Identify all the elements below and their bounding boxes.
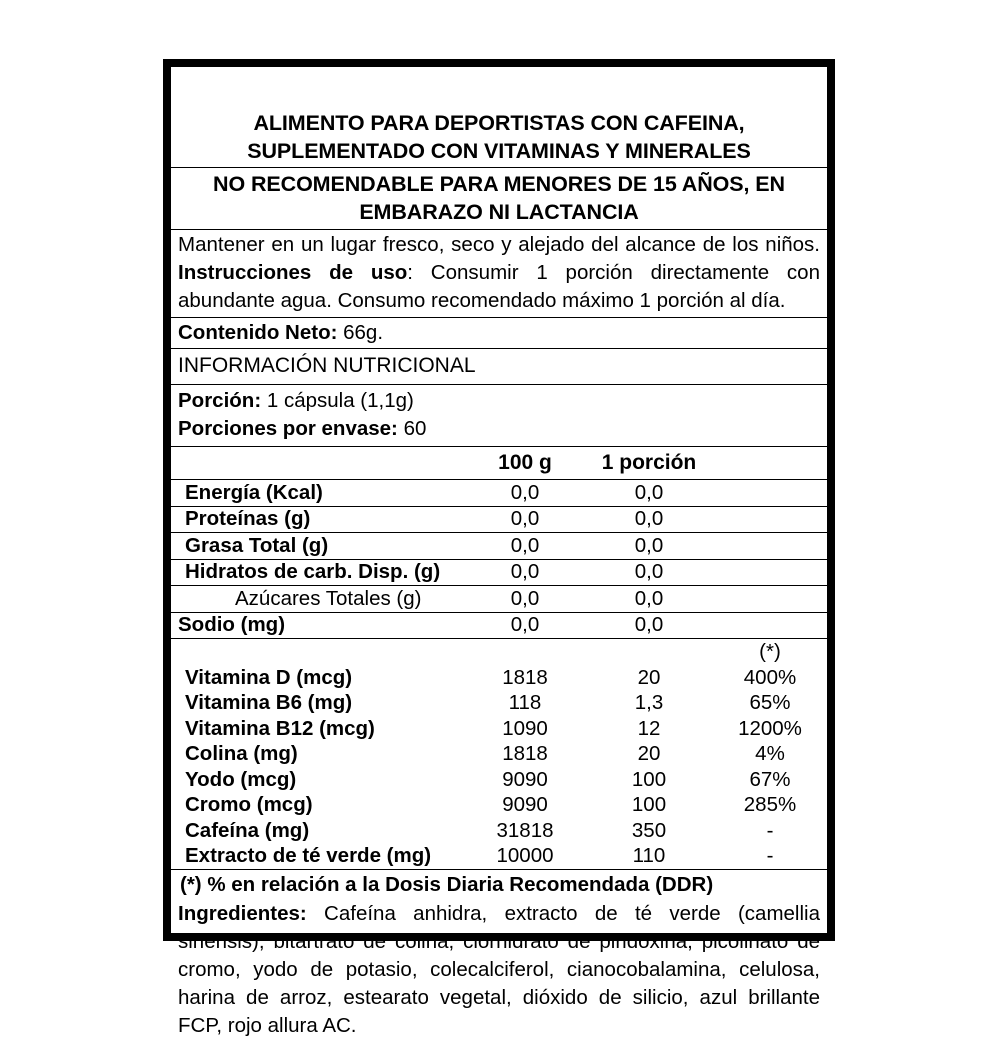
nutrient-per-portion: 0,0 (587, 533, 711, 560)
net-content-row (171, 317, 827, 348)
nutrition-label-body (170, 66, 828, 1037)
ddr-marker-row (171, 639, 829, 666)
nutrient-per-100g: 9090 (502, 767, 548, 791)
table-row (171, 767, 829, 793)
age-warning-line-1: NO RECOMENDABLE PARA MENORES DE 15 AÑOS, EN (213, 172, 785, 196)
table-row (171, 586, 829, 613)
storage-text-part-1: Mantener en un lugar fresco, seco y alejado del alcance de los niños. (178, 233, 820, 256)
nutrient-per-portion: 0,0 (587, 612, 711, 639)
nutrient-name: Extracto de té verde (mg) (185, 844, 432, 868)
ingredients-text (171, 900, 827, 1044)
nutrient-per-100g: 0,0 (463, 586, 587, 613)
nutrient-per-portion: 0,0 (587, 480, 711, 507)
nutrient-name: Energía (Kcal) (171, 480, 463, 507)
nutrient-ddr: 65% (749, 691, 791, 715)
table-row (171, 533, 829, 560)
table-row (171, 612, 829, 639)
table-row (171, 716, 829, 742)
table-row (171, 742, 829, 768)
table-row (171, 665, 829, 691)
nutrient-ddr: 285% (743, 793, 797, 817)
column-header-nutrient (171, 447, 463, 480)
nutrient-per-portion: 0,0 (587, 506, 711, 533)
nutrition-label-frame (163, 59, 835, 1037)
nutrient-per-100g: 0,0 (463, 612, 587, 639)
nutrient-per-100g: 1818 (502, 742, 548, 766)
nutrient-per-100g: 0,0 (463, 480, 587, 507)
table-row (171, 559, 829, 586)
nutrient-ddr (711, 559, 829, 586)
nutrient-name: Vitamina D (mcg) (185, 665, 353, 689)
nutrient-ddr: - (766, 844, 774, 868)
net-content-label: Contenido Neto: (178, 321, 338, 344)
nutrient-name: Yodo (mcg) (185, 767, 297, 791)
nutrient-per-portion: 20 (637, 665, 661, 689)
nutrient-ddr (711, 586, 829, 613)
nutrient-name: Cromo (mcg) (185, 793, 313, 817)
nutrient-per-100g: 1818 (502, 665, 548, 689)
nutrient-ddr: - (766, 818, 774, 842)
nutrient-per-portion: 110 (632, 844, 666, 868)
nutrient-per-100g: 31818 (496, 818, 554, 842)
servings-per-container-label: Porciones por envase: (178, 417, 398, 440)
nutrition-facts-table (171, 446, 829, 869)
ddr-marker-spacer-name (171, 639, 463, 666)
ingredients-list: Cafeína anhidra, extracto de té verde (camellia sinensis), bitartrato de colina, clorhidrato de piridoxina, picolinato de cromo, yodo de potasio, colecalciferol, cianocobalamina, celulosa, harina de arroz, estearato vegetal, dióxido de silicio, azul brillante FCP, rojo allura AC. (178, 902, 820, 1037)
net-content-value: 66g. (343, 321, 384, 344)
age-warning (171, 167, 827, 229)
product-title (171, 67, 827, 167)
ddr-marker: (*) (711, 639, 829, 666)
nutrient-per-portion: 1,3 (634, 691, 664, 715)
nutrient-per-portion: 100 (631, 767, 667, 791)
nutrient-per-portion: 20 (637, 742, 661, 766)
nutrient-ddr: 67% (749, 767, 791, 791)
column-header-per-portion: 1 porción (587, 447, 711, 480)
nutrient-name: Colina (mg) (185, 742, 298, 766)
ddr-marker-spacer-portion (587, 639, 711, 666)
nutrient-name: Grasa Total (g) (171, 533, 463, 560)
nutrient-per-portion: 350 (631, 818, 667, 842)
ddr-footnote: (*) % en relación a la Dosis Diaria Recomendada (DDR) (171, 869, 827, 900)
ddr-marker-spacer-100g (463, 639, 587, 666)
nutrient-ddr (711, 533, 829, 560)
nutrient-ddr: 400% (743, 665, 797, 689)
nutrient-per-100g: 118 (508, 691, 542, 715)
usage-instructions-label: Instrucciones de uso (178, 261, 408, 284)
nutrient-per-100g: 0,0 (463, 506, 587, 533)
portion-label: Porción: (178, 389, 262, 412)
column-header-ddr (711, 447, 829, 480)
portion-value: 1 cápsula (1,1g) (266, 389, 414, 412)
nutrient-ddr: 4% (755, 742, 785, 766)
table-row (171, 691, 829, 717)
nutrient-per-portion: 0,0 (587, 559, 711, 586)
nutrient-per-portion: 0,0 (587, 586, 711, 613)
ingredients-label: Ingredientes: (178, 902, 307, 925)
product-title-line-1: ALIMENTO PARA DEPORTISTAS CON CAFEINA, (253, 111, 745, 135)
nutrient-name: Vitamina B12 (mcg) (185, 716, 375, 740)
nutrient-name: Azúcares Totales (g) (171, 586, 463, 613)
nutrient-per-100g: 1090 (502, 716, 548, 740)
table-row (171, 818, 829, 844)
nutrient-per-portion: 12 (637, 716, 661, 740)
nutrient-name: Hidratos de carb. Disp. (g) (171, 559, 463, 586)
nutrient-ddr (711, 612, 829, 639)
table-row (171, 844, 829, 870)
nutrient-per-100g: 9090 (502, 793, 548, 817)
storage-and-usage-text (171, 229, 827, 317)
nutrient-ddr: 1200% (738, 716, 802, 740)
nutrient-name: Vitamina B6 (mg) (185, 691, 353, 715)
nutrient-ddr (711, 480, 829, 507)
table-row (171, 480, 829, 507)
nutrient-name: Cafeína (mg) (185, 818, 310, 842)
product-title-line-2: SUPLEMENTADO CON VITAMINAS Y MINERALES (247, 139, 751, 163)
table-header-row (171, 447, 829, 480)
age-warning-line-2: EMBARAZO NI LACTANCIA (359, 200, 639, 224)
nutrient-per-100g: 0,0 (463, 533, 587, 560)
nutrient-ddr (711, 506, 829, 533)
table-row (171, 506, 829, 533)
storage-text-part-2: : Consumir 1 porción directamente con abundante agua. Consumo recomendado máximo 1 porción al día. (178, 261, 820, 312)
serving-information (171, 384, 827, 446)
nutrient-name: Sodio (mg) (171, 612, 463, 639)
portion-row (178, 387, 820, 415)
nutrient-name: Proteínas (g) (171, 506, 463, 533)
column-header-per-100g: 100 g (463, 447, 587, 480)
servings-per-container-row (178, 415, 820, 443)
servings-per-container-value: 60 (403, 417, 427, 440)
nutrient-per-portion: 100 (631, 793, 667, 817)
nutrition-facts-heading: INFORMACIÓN NUTRICIONAL (171, 348, 827, 384)
nutrient-per-100g: 10000 (496, 844, 554, 868)
nutrient-per-100g: 0,0 (463, 559, 587, 586)
table-row (171, 793, 829, 819)
